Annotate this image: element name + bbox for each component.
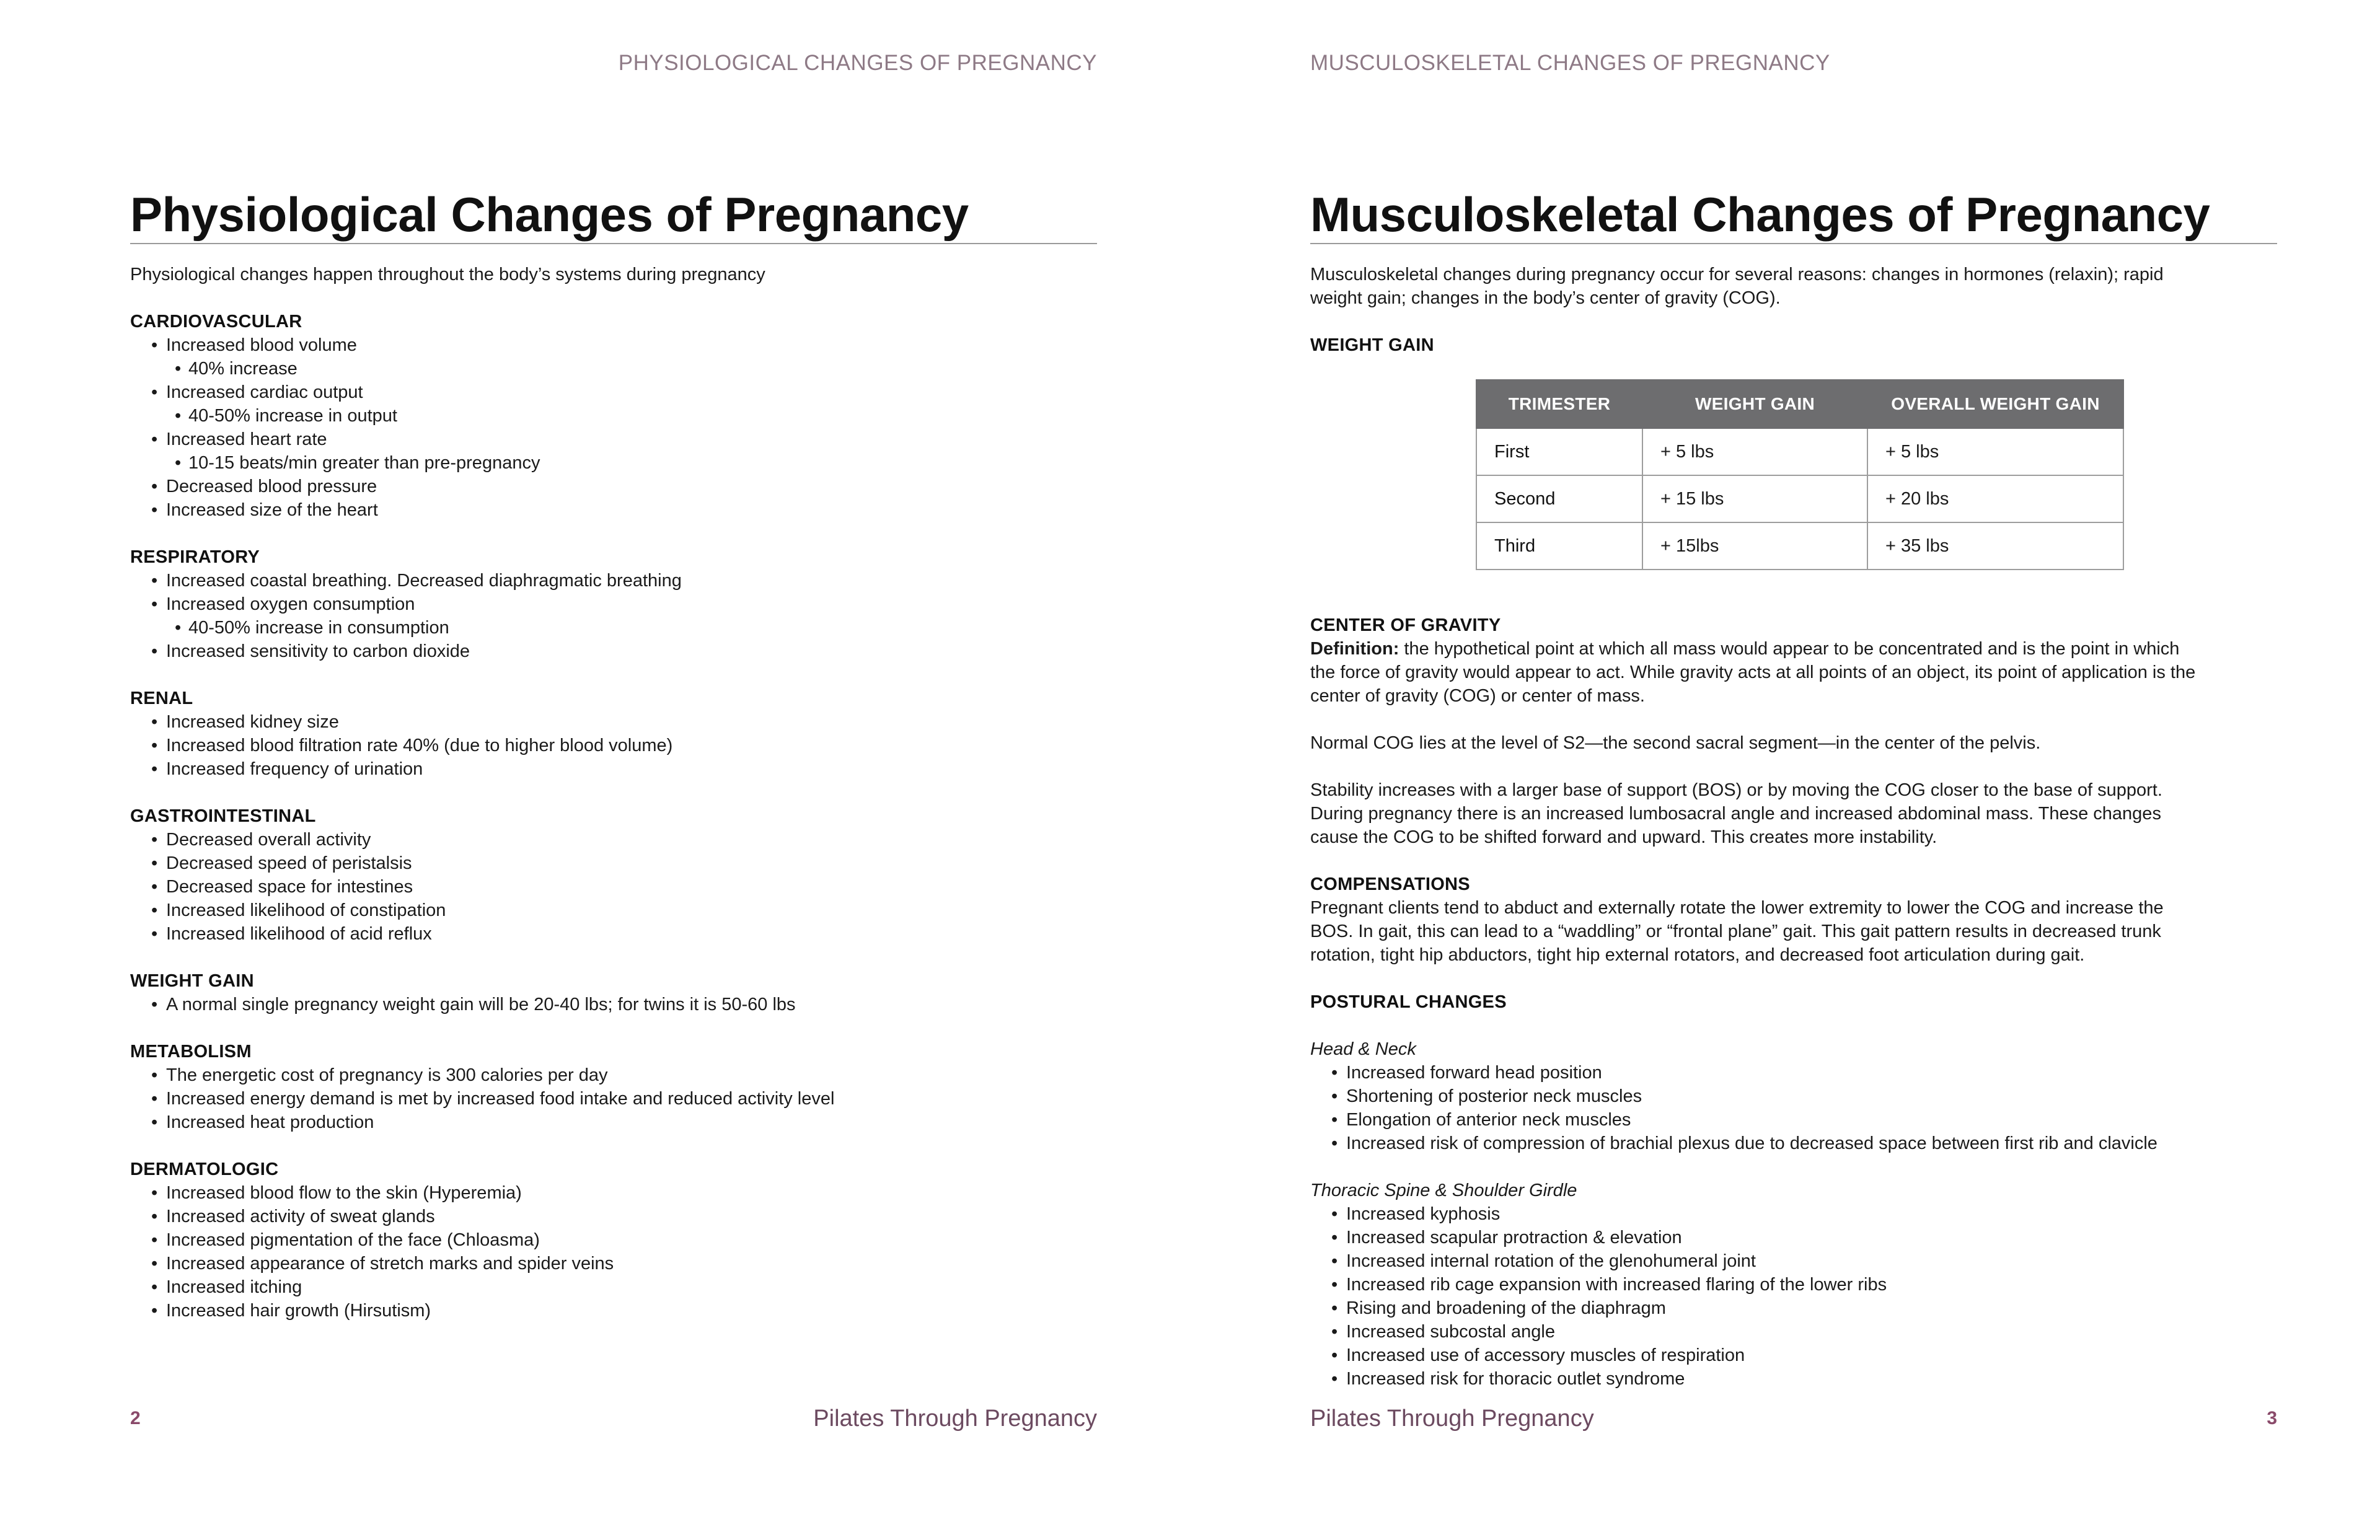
section-heading-metabolism: METABOLISM [130, 1042, 252, 1062]
list-item: • Rising and broadening of the diaphragm [1310, 1296, 2277, 1320]
section-heading-compensations: COMPENSATIONS [1310, 874, 1470, 894]
definition-line [1310, 637, 2277, 661]
section-heading-dermatologic: DERMATOLOGIC [130, 1159, 279, 1179]
table-cell: Second [1476, 475, 1642, 522]
table-header-row [1476, 380, 2123, 428]
renal-list [130, 710, 1097, 781]
respiratory-list [130, 569, 1097, 663]
right-page [1310, 0, 2277, 1540]
list-item: • Increased heart rate [130, 428, 1097, 451]
page-content [130, 263, 1097, 1322]
cardiovascular-list [130, 333, 1097, 522]
section-heading-gastrointestinal: GASTROINTESTINAL [130, 806, 316, 826]
list-item: • Increased risk of compression of brachial plexus due to decreased space between first rib and clavicle [1310, 1132, 2277, 1155]
table-cell: + 5 lbs [1867, 428, 2123, 475]
left-page [130, 0, 1097, 1540]
list-subitem: • 40-50% increase in consumption [130, 616, 1097, 640]
list-item: • Increased cardiac output [130, 381, 1097, 404]
section-heading-respiratory: RESPIRATORY [130, 547, 260, 567]
list-item: • Increased rib cage expansion with increased flaring of the lower ribs [1310, 1273, 2277, 1296]
table-row [1476, 428, 2123, 475]
list-item: • Increased size of the heart [130, 498, 1097, 522]
definition-line: the force of gravity would appear to act. While gravity acts at all points of an object, its point of application is the [1310, 662, 2196, 682]
subheading-thoracic-spine: Thoracic Spine & Shoulder Girdle [1310, 1181, 1577, 1200]
intro-line: Musculoskeletal changes during pregnancy occur for several reasons: changes in hormones (relaxin); rapid [1310, 265, 2164, 284]
section-heading-renal: RENAL [130, 689, 193, 708]
list-item: • Increased risk for thoracic outlet syndrome [1310, 1367, 2277, 1391]
column-header: WEIGHT GAIN [1642, 380, 1867, 428]
column-header: OVERALL WEIGHT GAIN [1867, 380, 2123, 428]
list-item: • Decreased blood pressure [130, 475, 1097, 498]
weight-gain-table [1476, 379, 2124, 570]
page-title: Physiological Changes of Pregnancy [130, 186, 1097, 244]
normal-cog-text: Normal COG lies at the level of S2—the second sacral segment—in the center of the pelvis. [1310, 733, 2041, 753]
list-item: • Increased subcostal angle [1310, 1320, 2277, 1344]
page-content [1310, 263, 2277, 1391]
list-item: • Elongation of anterior neck muscles [1310, 1108, 2277, 1132]
list-item: • Increased activity of sweat glands [130, 1205, 1097, 1228]
section-heading-center-of-gravity: CENTER OF GRAVITY [1310, 615, 1501, 635]
section-heading-postural-changes: POSTURAL CHANGES [1310, 992, 1507, 1012]
list-item: • Increased hair growth (Hirsutism) [130, 1299, 1097, 1322]
table-cell: + 20 lbs [1867, 475, 2123, 522]
running-head: PHYSIOLOGICAL CHANGES OF PREGNANCY [618, 51, 1097, 75]
table-cell: First [1476, 428, 1642, 475]
footer-book-title: Pilates Through Pregnancy [1310, 1406, 1594, 1432]
stability-line: cause the COG to be shifted forward and upward. This creates more instability. [1310, 827, 1937, 847]
list-item: • Shortening of posterior neck muscles [1310, 1085, 2277, 1108]
list-item: • Increased use of accessory muscles of respiration [1310, 1344, 2277, 1367]
list-subitem: • 40% increase [130, 357, 1097, 381]
list-item: • A normal single pregnancy weight gain will be 20-40 lbs; for twins it is 50-60 lbs [130, 993, 1097, 1016]
list-item: • Increased blood filtration rate 40% (due to higher blood volume) [130, 734, 1097, 757]
list-item: • Increased appearance of stretch marks and spider veins [130, 1252, 1097, 1275]
list-item: • Increased energy demand is met by increased food intake and reduced activity level [130, 1087, 1097, 1111]
table-cell: + 5 lbs [1642, 428, 1867, 475]
list-item: • Increased scapular protraction & elevation [1310, 1226, 2277, 1249]
list-item: • Increased kidney size [130, 710, 1097, 734]
list-item: • Increased coastal breathing. Decreased diaphragmatic breathing [130, 569, 1097, 592]
footer-book-title: Pilates Through Pregnancy [813, 1406, 1097, 1432]
list-item: • Increased blood flow to the skin (Hyperemia) [130, 1181, 1097, 1205]
column-header: TRIMESTER [1476, 380, 1642, 428]
table-row [1476, 475, 2123, 522]
list-item: • Increased kyphosis [1310, 1202, 2277, 1226]
page-number: 3 [2267, 1408, 2277, 1428]
list-item: • Increased internal rotation of the glenohumeral joint [1310, 1249, 2277, 1273]
list-item: • Decreased speed of peristalsis [130, 851, 1097, 875]
table-row [1476, 522, 2123, 570]
definition-text: the hypothetical point at which all mass would appear to be concentrated and is the point in which [1399, 639, 2180, 659]
list-item: • Decreased space for intestines [130, 875, 1097, 899]
subheading-head-neck: Head & Neck [1310, 1039, 1416, 1059]
compensations-line: BOS. In gait, this can lead to a “waddling” or “frontal plane” gait. This gait pattern results in decreased trunk [1310, 922, 2161, 941]
list-item: • Decreased overall activity [130, 828, 1097, 851]
page-title: Musculoskeletal Changes of Pregnancy [1310, 186, 2277, 244]
thoracic-list [1310, 1202, 2277, 1391]
gastrointestinal-list [130, 828, 1097, 946]
list-item: • Increased likelihood of acid reflux [130, 922, 1097, 946]
list-item: • Increased blood volume [130, 333, 1097, 357]
head-neck-list [1310, 1061, 2277, 1155]
section-heading-weight-gain: WEIGHT GAIN [130, 971, 254, 991]
list-item: • The energetic cost of pregnancy is 300 calories per day [130, 1063, 1097, 1087]
list-item: • Increased forward head position [1310, 1061, 2277, 1085]
list-item: • Increased itching [130, 1275, 1097, 1299]
table-cell: + 35 lbs [1867, 522, 2123, 570]
table-cell: Third [1476, 522, 1642, 570]
list-subitem: • 40-50% increase in output [130, 404, 1097, 428]
page-number: 2 [130, 1408, 141, 1428]
metabolism-list [130, 1063, 1097, 1134]
list-item: • Increased likelihood of constipation [130, 899, 1097, 922]
stability-line: Stability increases with a larger base of support (BOS) or by moving the COG closer to the base of support. [1310, 780, 2162, 800]
list-item: • Increased sensitivity to carbon dioxide [130, 640, 1097, 663]
running-head: MUSCULOSKELETAL CHANGES OF PREGNANCY [1310, 51, 1830, 75]
list-item: • Increased frequency of urination [130, 757, 1097, 781]
dermatologic-list [130, 1181, 1097, 1322]
section-heading-weight-gain: WEIGHT GAIN [1310, 335, 1434, 355]
definition-line: center of gravity (COG) or center of mass. [1310, 686, 1645, 706]
section-heading-cardiovascular: CARDIOVASCULAR [130, 312, 302, 332]
table-cell: + 15lbs [1642, 522, 1867, 570]
weight-gain-list [130, 993, 1097, 1016]
intro-line: weight gain; changes in the body’s center of gravity (COG). [1310, 288, 1781, 308]
intro-text: Physiological changes happen throughout the body’s systems during pregnancy [130, 265, 765, 284]
list-item: • Increased oxygen consumption [130, 592, 1097, 616]
compensations-line: Pregnant clients tend to abduct and externally rotate the lower extremity to lower the COG and increase the [1310, 898, 2164, 918]
stability-line: During pregnancy there is an increased lumbosacral angle and increased abdominal mass. These changes [1310, 804, 2161, 824]
table-cell: + 15 lbs [1642, 475, 1867, 522]
compensations-line: rotation, tight hip abductors, tight hip external rotators, and decreased foot articulation during gait. [1310, 945, 2085, 965]
list-subitem: • 10-15 beats/min greater than pre-pregnancy [130, 451, 1097, 475]
definition-label: Definition: [1310, 639, 1399, 659]
list-item: • Increased pigmentation of the face (Chloasma) [130, 1228, 1097, 1252]
list-item: • Increased heat production [130, 1111, 1097, 1134]
